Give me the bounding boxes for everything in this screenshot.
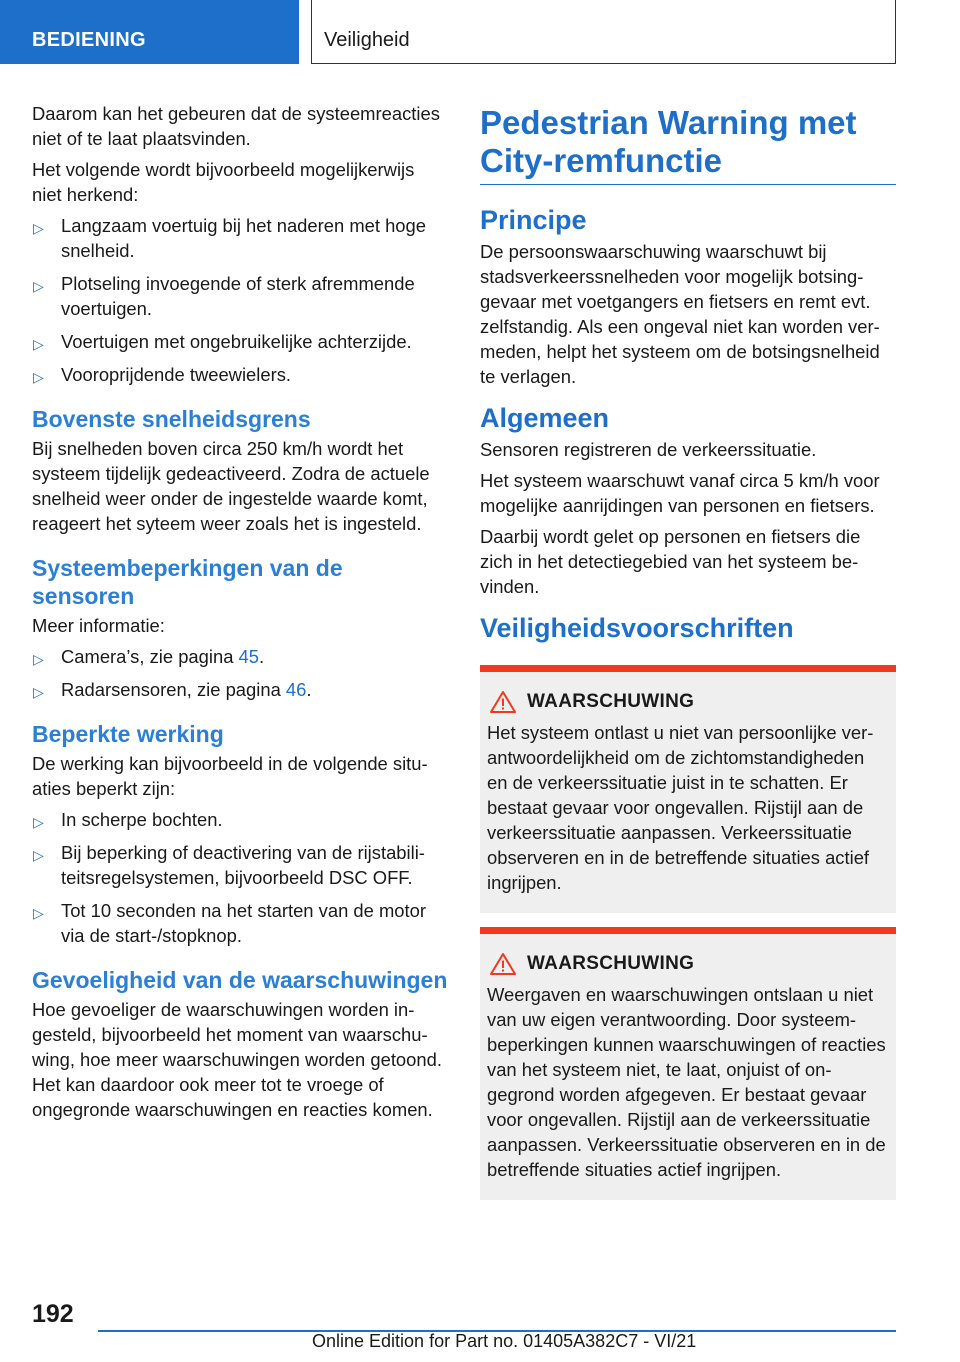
warning-text: Het systeem ontlast u niet van persoonlijke verantwoordelijkheid om de zichtomstandigheden en de verkeerssituatie juist in te schatten. Er bestaat gevaar voor ongevallen. Rijstijl aan de verkeerssituatie aanpassen. Verkeerssituatie observeren en in de betreffende situaties actief ingrijpen.: [487, 722, 874, 893]
triangle-bullet-icon: ▷: [33, 684, 44, 700]
list-item: ▷ Camera’s, zie pagina 45.: [32, 644, 448, 669]
section-title: BEDIENING: [32, 29, 146, 51]
triangle-bullet-icon: ▷: [33, 336, 44, 352]
triangle-bullet-icon: ▷: [33, 220, 44, 236]
general-paragraph: Het systeem waarschuwt vanaf circa 5 km/h voor mogelijke aanrijdingen van personen en fietsers.: [480, 470, 880, 516]
not-detected-list: [32, 213, 448, 387]
general-paragraph: Daarbij wordt gelet op personen en fietsers die zich in het detectiegebied van het systeem bevinden.: [480, 526, 861, 597]
heading-sensor-limits: Systeembeperkingen van de sensoren: [32, 555, 343, 609]
page-link-46[interactable]: 46: [285, 679, 307, 700]
list-item: ▷ Radarsensoren, zie pagina 46.: [32, 677, 448, 702]
intro-paragraph: Daarom kan het gebeuren dat de systeemreacties niet of te laat plaatsvinden.: [32, 103, 440, 149]
upper-limit-text: Bij snelheden boven circa 250 km/h wordt het systeem tijdelijk gedeactiveerd. Zodra de actuele snelheid weer onder de ingestelde waarde komt, reageert het syteem weer zoals het is ingesteld.: [32, 438, 430, 534]
sensor-limits-text: Meer informatie:: [32, 615, 165, 636]
triangle-bullet-icon: ▷: [33, 651, 44, 667]
intro-paragraph: Het volgende wordt bijvoorbeeld mogelijkerwijs niet herkend:: [32, 159, 415, 205]
heading-general: Algemeen: [480, 403, 610, 433]
page-link-45[interactable]: 45: [238, 646, 259, 667]
principle-text: De persoonswaarschuwing waarschuwt bij stadsverkeerssnelheden voor mogelijk botsinggevaar met voetgangers en fietsers en remt evt. zelfstandig. Als een ongeval niet kan worden vermeden, helpt het systeem om de botsingsnelheid te verlagen.: [480, 241, 880, 387]
triangle-bullet-icon: ▷: [33, 814, 44, 830]
heading-warning-sensitivity: Gevoeligheid van de waarschuwingen: [32, 967, 448, 993]
header-section-tab: [0, 0, 299, 64]
triangle-bullet-icon: ▷: [33, 278, 44, 294]
list-item: ▷ Plotseling invoegende of sterk afremmende voertuigen.: [33, 273, 415, 319]
list-item: ▷ Langzaam voertuig bij het naderen met hoge snelheid.: [33, 215, 426, 261]
heading-upper-speed-limit: Bovenste snelheidsgrens: [32, 406, 311, 432]
sensor-limits-list: [32, 644, 448, 702]
header-topic-box: [311, 0, 896, 64]
warning-triangle-icon: [489, 690, 517, 714]
sensitivity-text: Hoe gevoeliger de waarschuwingen worden ingesteld, bijvoorbeeld het moment van waarschuwing, hoe meer waarschuwingen worden getoond. Het kan daardoor ook meer tot te vroege of ongegronde waarschuwingen en reacties komen.: [32, 999, 442, 1120]
heading-principle: Principe: [480, 205, 587, 235]
triangle-bullet-icon: ▷: [33, 847, 44, 863]
heading-limited-function: Beperkte werking: [32, 721, 224, 747]
list-item: ▷ Voertuigen met ongebruikelijke achterzijde.: [32, 329, 448, 354]
list-item: ▷ Vooroprijdende tweewielers.: [32, 362, 448, 387]
warning-triangle-icon: [489, 952, 517, 976]
left-column: [32, 101, 448, 1128]
limited-function-list: [32, 807, 448, 948]
warning-header: [487, 952, 889, 976]
triangle-bullet-icon: ▷: [33, 905, 44, 921]
warning-title: WAARSCHUWING: [527, 691, 695, 712]
heading-safety: Veiligheidsvoorschriften: [480, 613, 794, 643]
footer-edition: Online Edition for Part no. 01405A382C7 - VI/21: [312, 1331, 697, 1351]
warning-box: [480, 927, 896, 1200]
topic-title: Veiligheid: [324, 29, 410, 51]
warning-box: [480, 665, 896, 913]
warning-header: [487, 690, 889, 714]
triangle-bullet-icon: ▷: [33, 369, 44, 385]
list-item: ▷ In scherpe bochten.: [32, 807, 448, 832]
list-item: ▷ Tot 10 seconden na het starten van de motor via de start-/stopknop.: [33, 900, 426, 946]
general-paragraph: Sensoren registreren de verkeerssituatie.: [480, 439, 817, 460]
page-number: 192: [32, 1300, 74, 1328]
chapter-title: Pedestrian Warning met City-remfunctie: [480, 104, 896, 185]
limited-function-text: De werking kan bijvoorbeeld in de volgende situaties beperkt zijn:: [32, 753, 428, 799]
list-item: ▷ Bij beperking of deactivering van de rijstabiliteitsregelsystemen, bijvoorbeeld DSC OFF.: [33, 842, 425, 888]
warning-text: Weergaven en waarschuwingen ontslaan u niet van uw eigen verantwoording. Door systeembeperkingen kunnen waarschuwingen of reacties van het systeem niet, te laat, onjuist of ongegrond worden afgegeven. Er bestaat gevaar voor ongevallen. Rijstijl aan de verkeerssituatie aanpassen. Verkeerssituatie observeren en in de betreffende situaties actief ingrijpen.: [487, 984, 886, 1180]
right-column: [480, 104, 896, 1200]
warning-title: WAARSCHUWING: [527, 953, 695, 974]
